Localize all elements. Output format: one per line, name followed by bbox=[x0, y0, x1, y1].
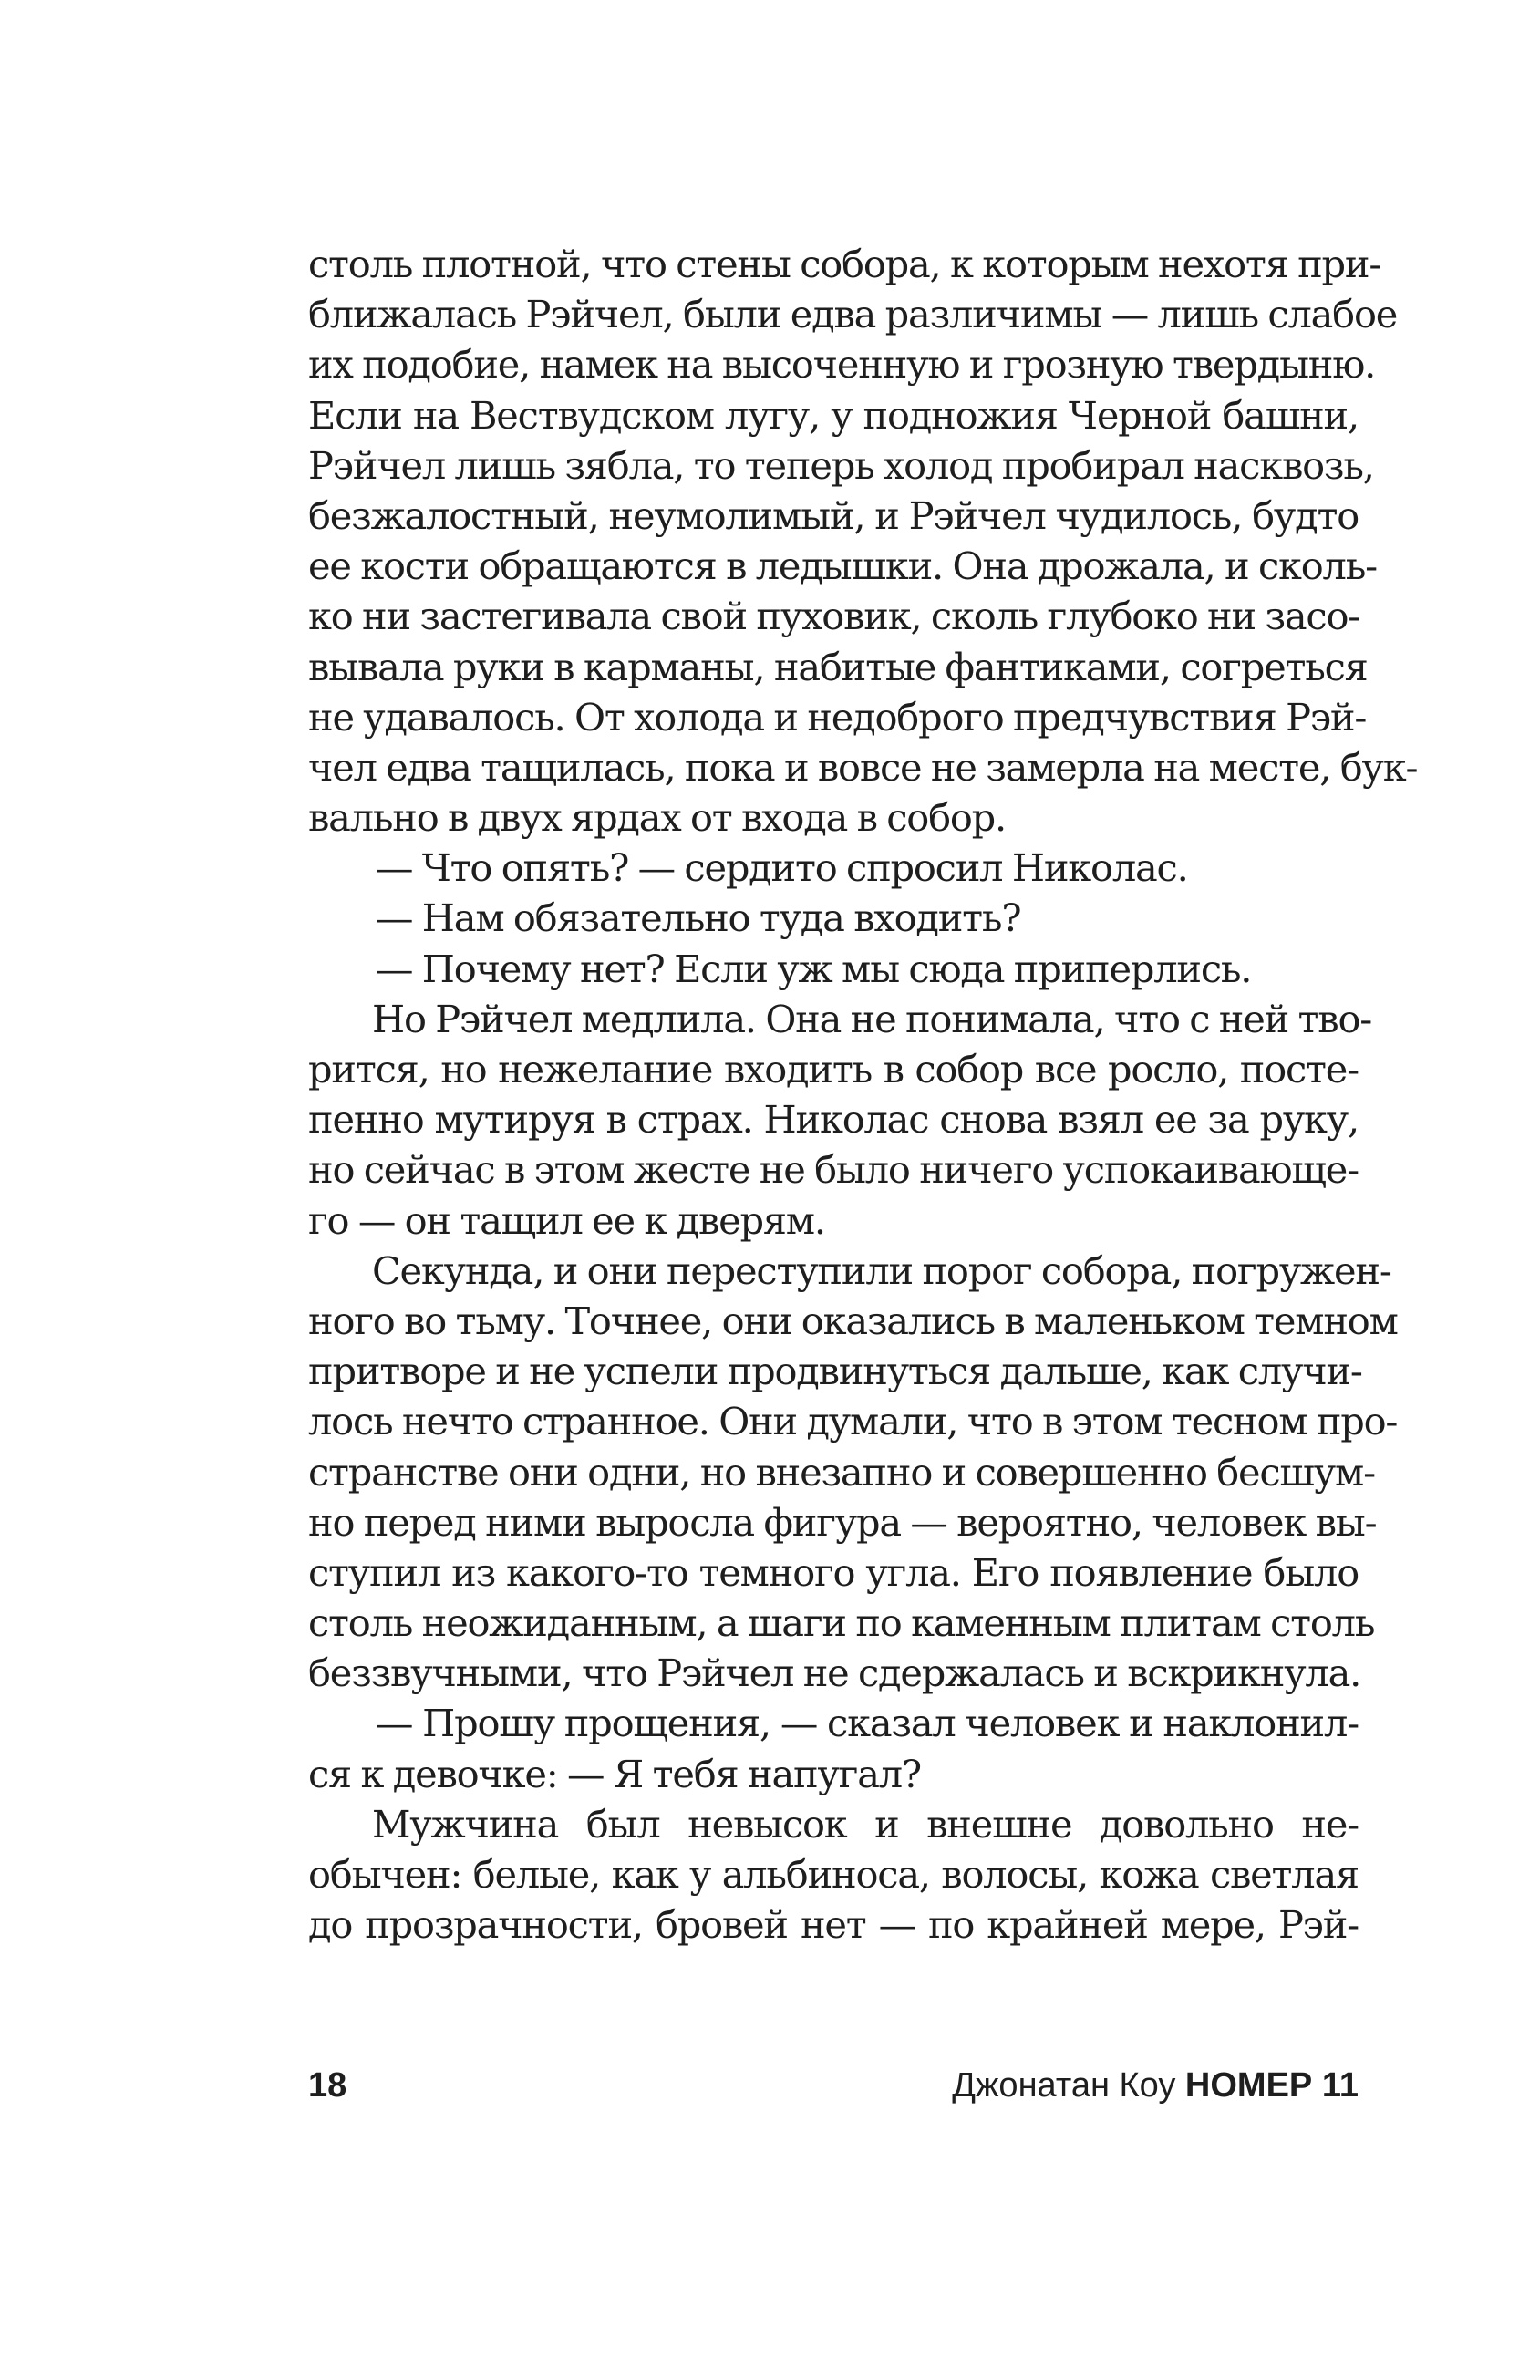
page-footer bbox=[308, 2066, 1359, 2121]
body-text bbox=[308, 239, 1418, 1950]
text-line: рится, но нежелание входить в собор все росло, посте- bbox=[308, 1047, 1359, 1092]
paragraph-start-line: Секунда, и они переступили порог собора, погружен- bbox=[372, 1247, 1391, 1293]
text-line: вывала руки в карманы, набитые фантиками, согреться bbox=[308, 644, 1368, 689]
dialogue-line: — Почему нет? Если уж мы сюда приперлись. bbox=[376, 946, 1252, 991]
text-line: Если на Веcтвудском лугу, у подножия Черной башни, bbox=[308, 392, 1359, 438]
text-line: го — он тащил ее к дверям. bbox=[308, 1197, 825, 1243]
text-line: вально в двух ярдах от входа в собор. bbox=[308, 795, 1007, 841]
text-line: пенно мутируя в страх. Николас снова взял ее за руку, bbox=[308, 1097, 1359, 1143]
paragraph-start-line: Мужчина был невысок и внешне довольно не- bbox=[372, 1801, 1359, 1847]
book-author: Джонатан Коу bbox=[952, 2066, 1176, 2105]
text-line: лось нечто странное. Они думали, что в этом тесном про- bbox=[308, 1399, 1398, 1444]
text-line: беззвучными, что Рэйчел не сдержалась и вскрикнула. bbox=[308, 1650, 1361, 1696]
text-line: столь плотной, что стены собора, к которым нехотя при- bbox=[308, 242, 1381, 286]
text-line: притворе и не успели продвинуться дальше, как случи- bbox=[308, 1349, 1362, 1394]
text-line: но сейчас в этом жесте не было ничего успокаивающе- bbox=[308, 1147, 1359, 1193]
text-line: ного во тьму. Точнее, они оказались в маленьком темном bbox=[308, 1298, 1398, 1343]
text-line: столь неожиданным, а шаги по каменным плитам столь bbox=[308, 1600, 1375, 1646]
text-line: ступил из какого-то темного угла. Его появление было bbox=[308, 1549, 1359, 1595]
text-line: но перед ними выросла фигура — вероятно, человек вы- bbox=[308, 1499, 1377, 1545]
text-line: ее кости обращаются в ледышки. Она дрожала, и сколь- bbox=[308, 543, 1377, 589]
text-line: безжалостный, неумолимый, и Рэйчел чудилось, будто bbox=[308, 492, 1359, 538]
text-line: чел едва тащилась, пока и вовсе не замерла на месте, бук- bbox=[308, 744, 1418, 790]
text-line: до прозрачности, бровей нет — по крайней мере, Рэй- bbox=[308, 1902, 1359, 1948]
text-line: ближалась Рэйчел, были едва различимы — лишь слабое bbox=[308, 292, 1398, 337]
dialogue-line: — Нам обязательно туда входить? bbox=[376, 895, 1021, 941]
text-line: ся к девочке: — Я тебя напугал? bbox=[308, 1751, 921, 1796]
text-line: странстве они одни, но внезапно и совершенно бесшум- bbox=[308, 1449, 1375, 1495]
running-head bbox=[952, 2066, 1359, 2106]
dialogue-line: — Что опять? — сердито спросил Николас. bbox=[376, 845, 1188, 891]
text-line: не удавалось. От холода и недоброго предчувствия Рэй- bbox=[308, 694, 1367, 740]
text-line: ко ни застегивала свой пуховик, сколь глубоко ни засо- bbox=[308, 594, 1360, 639]
text-line: обычен: белые, как у альбиноса, волосы, кожа светлая bbox=[308, 1852, 1359, 1897]
dialogue-line: — Прошу прощения, — сказал человек и наклонил- bbox=[376, 1701, 1359, 1746]
text-line: Рэйчел лишь зябла, то теперь холод пробирал насквозь, bbox=[308, 442, 1374, 488]
book-title: НОМЕР 11 bbox=[1184, 2066, 1359, 2105]
paragraph-start-line: Но Рэйчел медлила. Она не понимала, что с ней тво- bbox=[372, 996, 1372, 1041]
page-number: 18 bbox=[308, 2066, 347, 2105]
text-line: их подобие, намек на высоченную и грозную твердыню. bbox=[308, 342, 1376, 388]
